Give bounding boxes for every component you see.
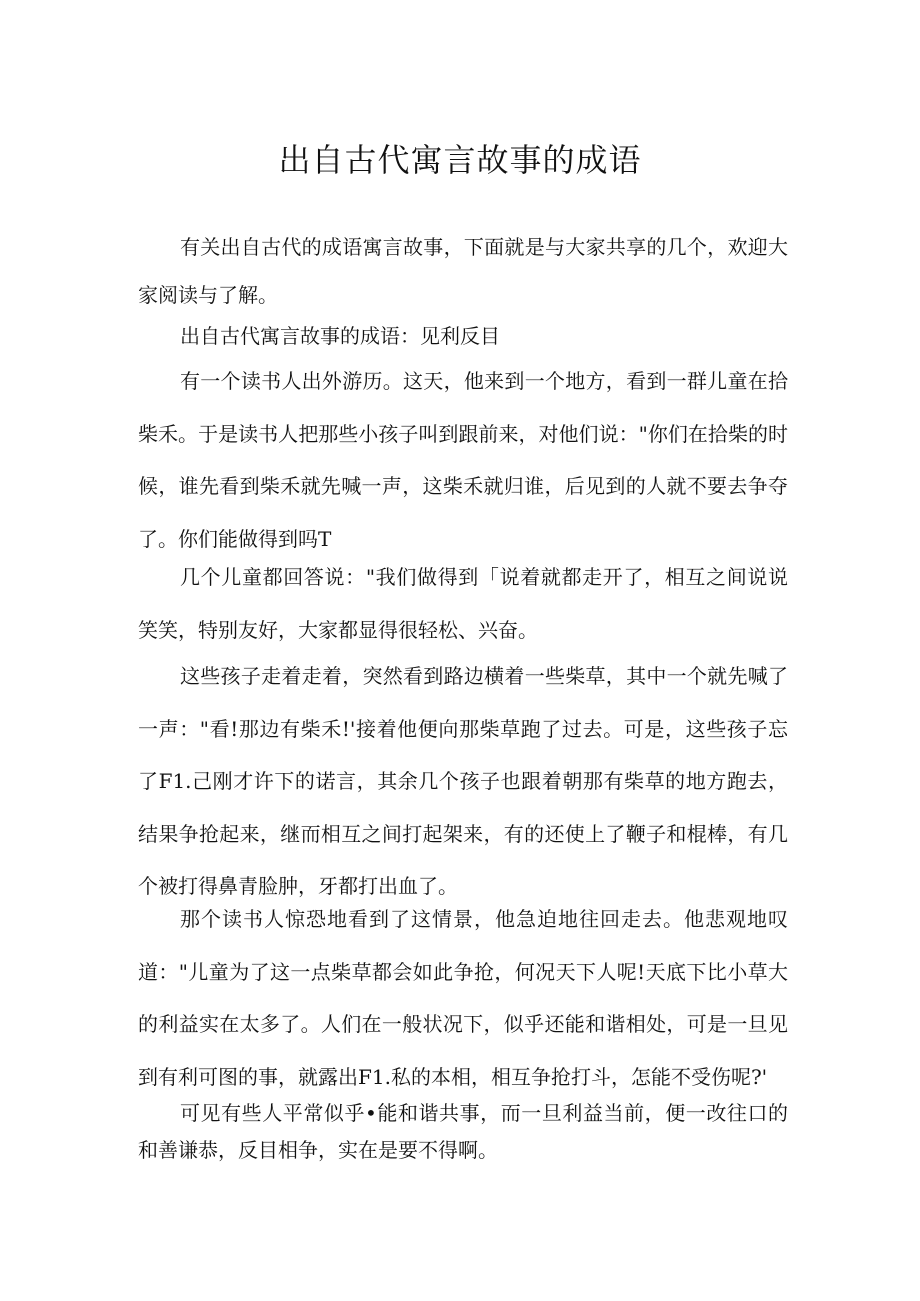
section-heading: 出自古代寓言故事的成语：见利反目 — [180, 324, 500, 348]
story-paragraph-1: 有一个读书人出外游历。这天，他来到一个地方，看到一群儿童在拾柴禾。于是读书人把那些小孩子叫到跟前来，对他们说："你们在拾柴的时候，谁先看到柴禾就先喊一声，这柴禾就归谁，后见到的人就不要去争夺了。你们能做得到吗T — [138, 369, 788, 551]
conclusion-paragraph: 可见有些人平常似乎•能和谐共事，而一旦利益当前，便一改往口的和善谦恭，反目相争，实在是要不得啊。 — [138, 1101, 788, 1162]
document-title: 出自古代寓言故事的成语 — [278, 141, 642, 179]
intro-paragraph: 有关出自古代的成语寓言故事，下面就是与大家共享的几个，欢迎大家阅读与了解。 — [138, 235, 788, 307]
story-paragraph-4: 那个读书人惊恐地看到了这情景，他急迫地往回走去。他悲观地叹道："儿童为了这一点柴草都会如此争抢，何况天下人呢!天底下比小草大的利益实在太多了。人们在一般状况下，似乎还能和谐相处，可是一旦见到有利可图的事，就露出F1.私的本相，相互争抢打斗，怎能不受伤呢?' — [138, 907, 788, 1089]
story-paragraph-3: 这些孩子走着走着，突然看到路边横着一些柴草，其中一个就先喊了一声："看!那边有柴禾!'接着他便向那柴草跑了过去。可是，这些孩子忘了F1.己刚才许下的诺言，其余几个孩子也跟着朝那有柴草的地方跑去，结果争抢起来，继而相互之间打起架来，有的还使上了鞭子和棍棒，有几个被打得鼻青脸肿，牙都打出血了。 — [138, 664, 788, 899]
story-paragraph-2: 几个儿童都回答说："我们做得到「说着就都走开了，相互之间说说笑笑，特别友好，大家都显得很轻松、兴奋。 — [138, 565, 788, 642]
